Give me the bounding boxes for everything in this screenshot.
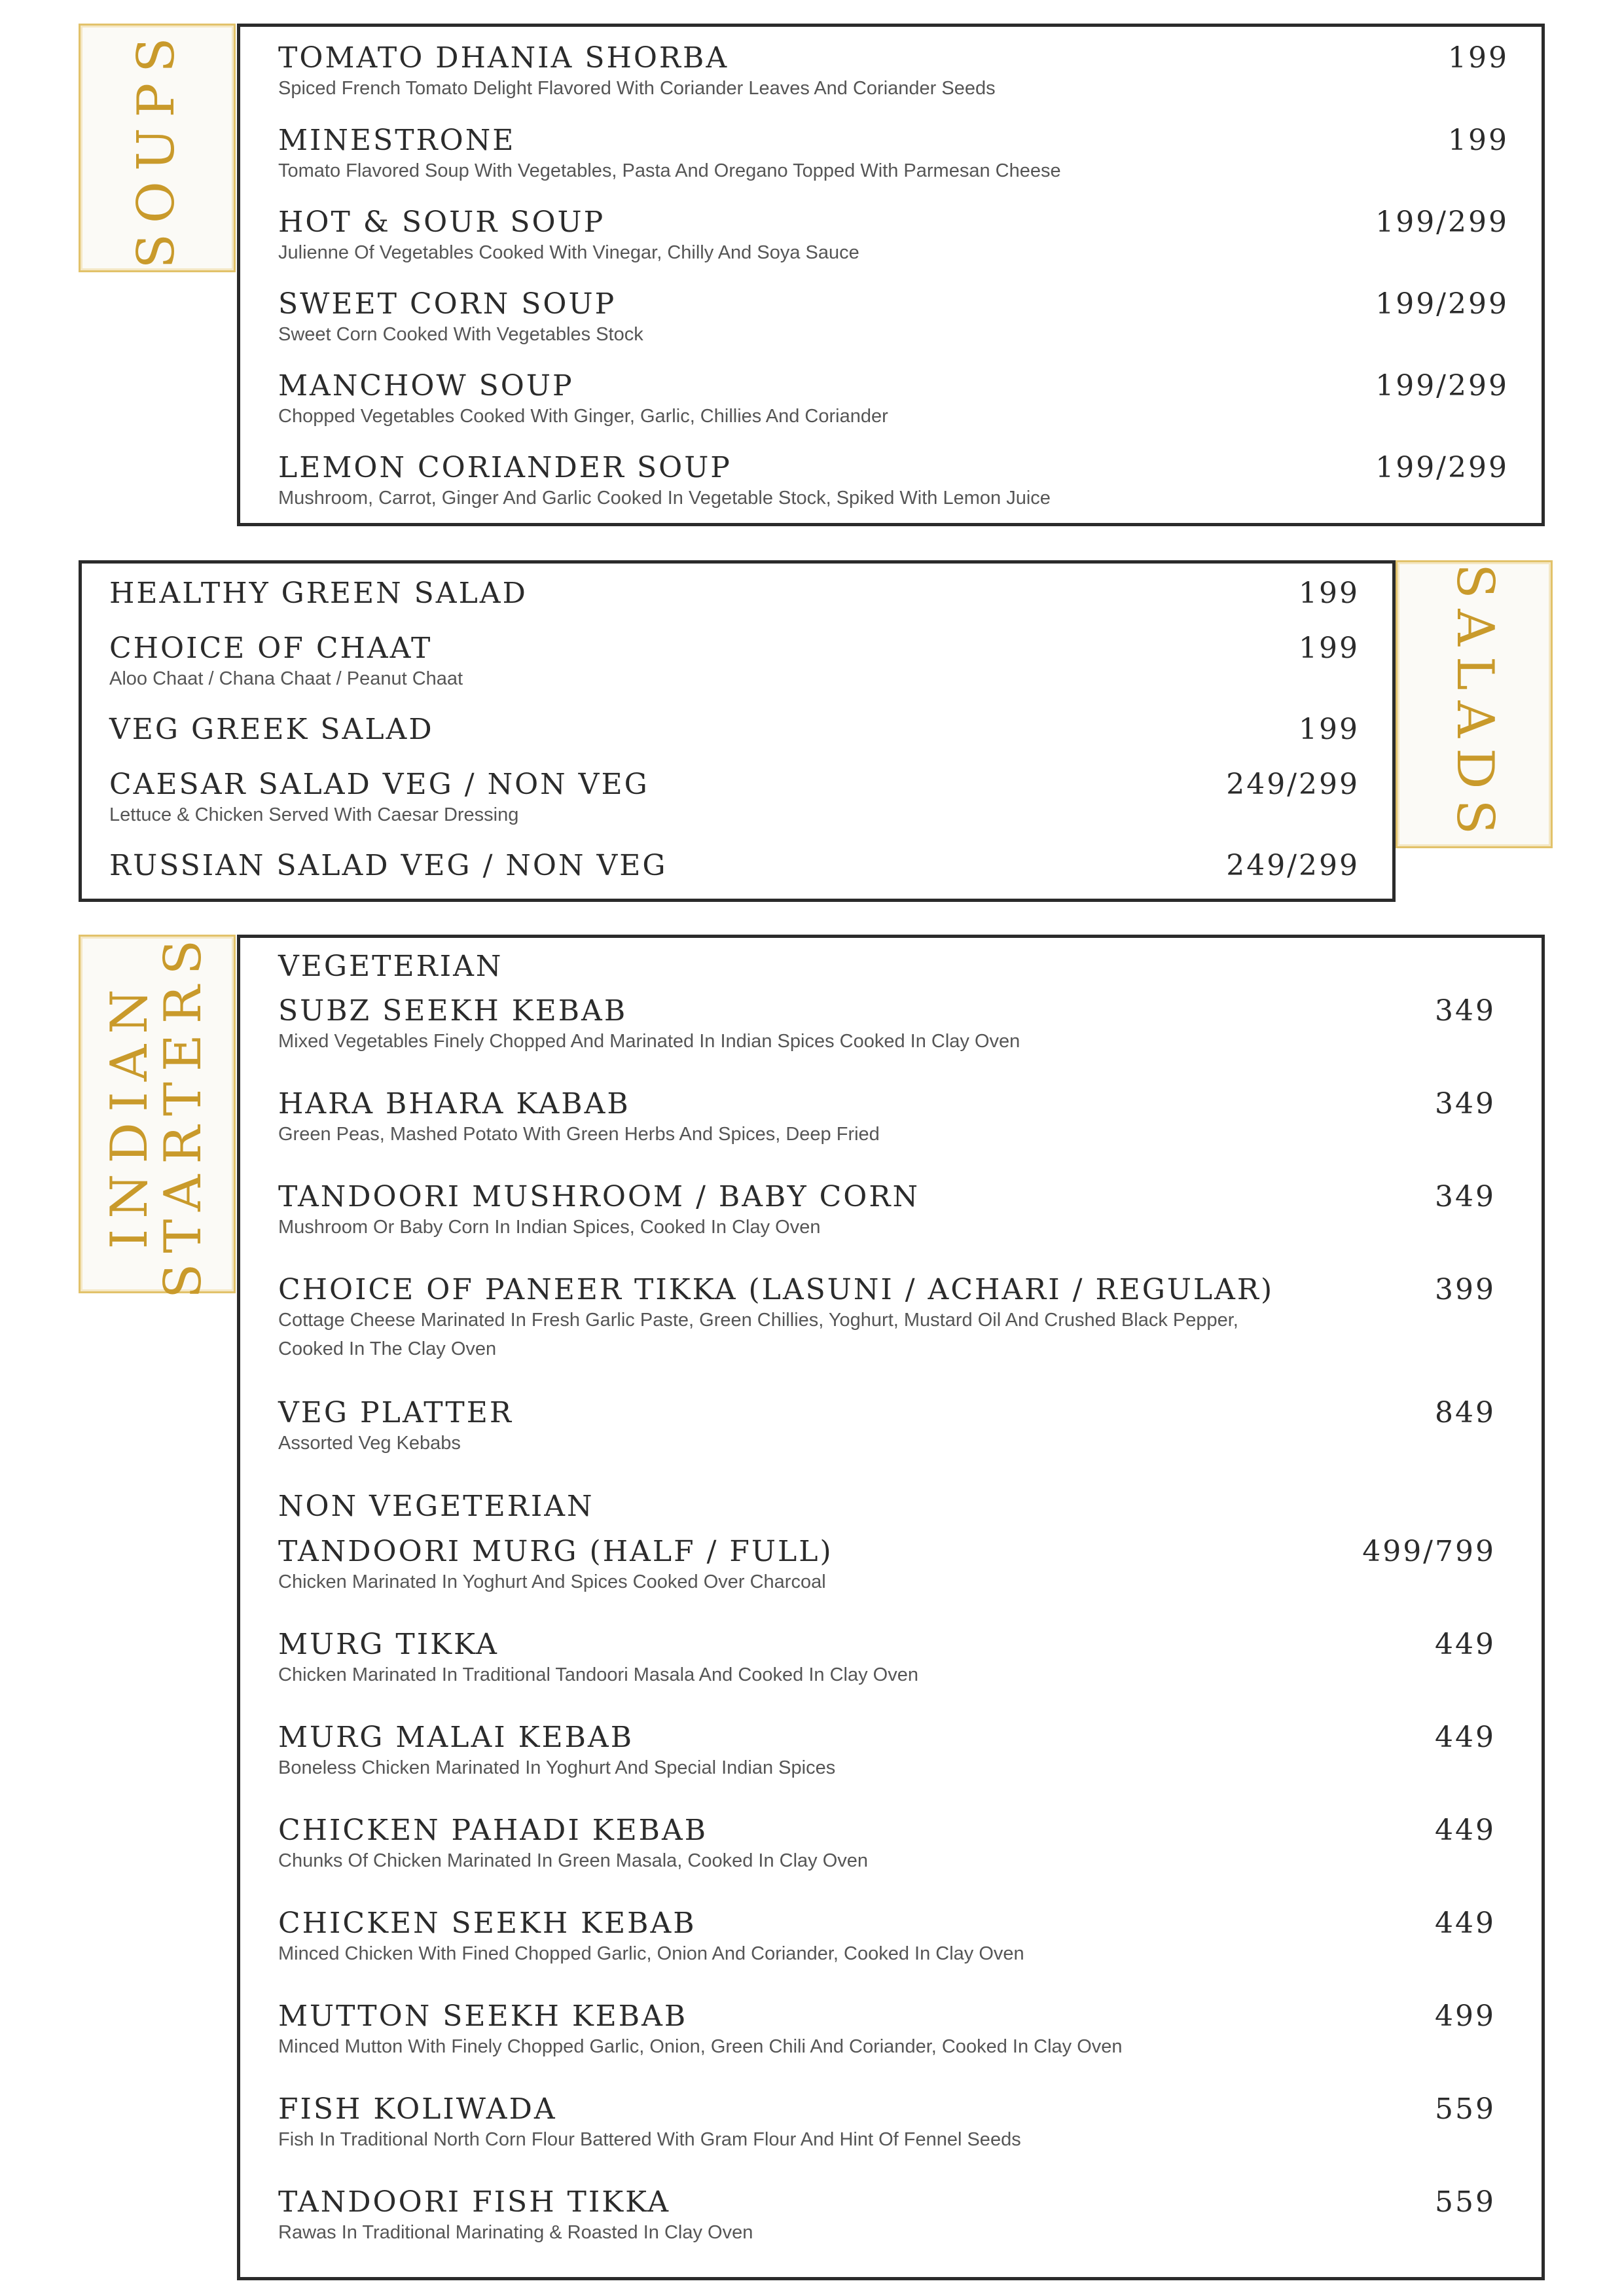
item-price: 449 xyxy=(1435,1814,1496,1847)
menu-item xyxy=(278,1273,1496,1359)
starters-section xyxy=(237,935,1545,2280)
item-description: Lettuce & Chicken Served With Caesar Dressing xyxy=(109,804,519,825)
item-price: 349 xyxy=(1435,1087,1496,1121)
item-name: CHICKEN PAHADI KEBAB xyxy=(278,1814,708,1847)
menu-item xyxy=(109,632,1360,689)
item-name: FISH KOLIWADA xyxy=(278,2092,557,2126)
item-description: Assorted Veg Kebabs xyxy=(278,1433,461,1454)
item-price: 199/299 xyxy=(1375,287,1509,321)
menu-item xyxy=(109,713,1360,752)
item-description: Spiced French Tomato Delight Flavored With Coriander Leaves And Coriander Seeds xyxy=(278,78,996,99)
item-description: Chopped Vegetables Cooked With Ginger, Garlic, Chillies And Coriander xyxy=(278,406,888,427)
item-name: SUBZ SEEKH KEBAB xyxy=(278,994,628,1028)
starters-tab-label xyxy=(100,929,213,1299)
item-description: Minced Chicken With Fined Chopped Garlic, Onion And Coriander, Cooked In Clay Oven xyxy=(278,1943,1024,1964)
item-price: 249/299 xyxy=(1226,849,1360,882)
salads-tab-label: SALADS xyxy=(1445,564,1504,845)
item-name: TOMATO DHANIA SHORBA xyxy=(278,41,729,75)
salads-tab xyxy=(1396,560,1553,848)
soups-tab xyxy=(79,24,236,272)
item-description: Rawas In Traditional Marinating & Roasted In Clay Oven xyxy=(278,2222,753,2243)
menu-item xyxy=(278,206,1509,263)
menu-item xyxy=(109,768,1360,825)
menu-item xyxy=(278,2185,1496,2243)
menu-item xyxy=(278,369,1509,427)
starters-tab xyxy=(79,929,236,1299)
soups-tab-label: SOUPS xyxy=(127,27,187,269)
item-name: TANDOORI MURG (HALF / FULL) xyxy=(278,1535,833,1568)
menu-item xyxy=(278,1396,1496,1454)
item-description: Cottage Cheese Marinated In Fresh Garlic Paste, Green Chillies, Yoghurt, Mustard Oil And Crushed Black Pepper, xyxy=(278,1310,1238,1331)
item-name: TANDOORI MUSHROOM / BABY CORN xyxy=(278,1180,920,1213)
nonveg-heading: NON VEGETERIAN xyxy=(278,1490,594,1523)
item-price: 199/299 xyxy=(1375,451,1509,484)
item-description: Green Peas, Mashed Potato With Green Herbs And Spices, Deep Fried xyxy=(278,1124,880,1145)
menu-item xyxy=(278,2092,1496,2150)
veg-heading: VEGETERIAN xyxy=(278,950,503,983)
menu-item xyxy=(109,849,1360,888)
item-description: Mushroom Or Baby Corn In Indian Spices, Cooked In Clay Oven xyxy=(278,1217,821,1238)
item-description: Mushroom, Carrot, Ginger And Garlic Cooked In Vegetable Stock, Spiked With Lemon Juice xyxy=(278,488,1051,509)
menu-item xyxy=(278,1721,1496,1778)
menu-item xyxy=(278,1628,1496,1685)
item-description: Aloo Chaat / Chana Chaat / Peanut Chaat xyxy=(109,668,463,689)
item-name: MURG TIKKA xyxy=(278,1628,499,1661)
item-description: Chicken Marinated In Yoghurt And Spices Cooked Over Charcoal xyxy=(278,1571,826,1592)
menu-item xyxy=(278,1814,1496,1871)
item-name: CHOICE OF CHAAT xyxy=(109,632,433,665)
item-price: 849 xyxy=(1435,1396,1496,1429)
item-name: VEG PLATTER xyxy=(278,1396,513,1429)
item-price: 199 xyxy=(1448,124,1509,157)
item-price: 399 xyxy=(1435,1273,1496,1306)
item-description: Minced Mutton With Finely Chopped Garlic, Onion, Green Chili And Coriander, Cooked In Clay Oven xyxy=(278,2036,1123,2057)
menu-item xyxy=(278,41,1509,99)
menu-item xyxy=(278,994,1496,1052)
item-price: 199 xyxy=(1448,41,1509,75)
menu-item xyxy=(278,451,1509,509)
item-name: MUTTON SEEKH KEBAB xyxy=(278,2000,688,2033)
item-name: SWEET CORN SOUP xyxy=(278,287,617,321)
item-price: 199 xyxy=(1299,632,1360,665)
item-name: MANCHOW SOUP xyxy=(278,369,574,403)
item-description-line2: Cooked In The Clay Oven xyxy=(278,1338,497,1359)
item-price: 499/799 xyxy=(1362,1535,1496,1568)
item-price: 199/299 xyxy=(1375,206,1509,239)
starters-tab-line2: STARTERS xyxy=(154,929,213,1299)
item-name: TANDOORI FISH TIKKA xyxy=(278,2185,671,2219)
item-name: HARA BHARA KABAB xyxy=(278,1087,630,1121)
item-price: 199 xyxy=(1299,713,1360,746)
item-name: CHOICE OF PANEER TIKKA (LASUNI / ACHARI / REGULAR) xyxy=(278,1273,1274,1306)
item-name: RUSSIAN SALAD VEG / NON VEG xyxy=(109,849,668,882)
menu-item xyxy=(278,1535,1496,1592)
item-price: 499 xyxy=(1435,2000,1496,2033)
item-description: Chicken Marinated In Traditional Tandoori Masala And Cooked In Clay Oven xyxy=(278,1664,918,1685)
item-price: 349 xyxy=(1435,1180,1496,1213)
item-name: MURG MALAI KEBAB xyxy=(278,1721,634,1754)
item-name: MINESTRONE xyxy=(278,124,516,157)
item-description: Tomato Flavored Soup With Vegetables, Pasta And Oregano Topped With Parmesan Cheese xyxy=(278,160,1061,181)
salads-section xyxy=(79,560,1396,902)
item-name: CHICKEN SEEKH KEBAB xyxy=(278,1907,696,1940)
item-description: Fish In Traditional North Corn Flour Battered With Gram Flour And Hint Of Fennel Seeds xyxy=(278,2129,1021,2150)
item-price: 449 xyxy=(1435,1628,1496,1661)
item-price: 249/299 xyxy=(1226,768,1360,801)
item-description: Sweet Corn Cooked With Vegetables Stock xyxy=(278,324,643,345)
menu-item xyxy=(278,2000,1496,2057)
item-price: 559 xyxy=(1435,2185,1496,2219)
item-description: Mixed Vegetables Finely Chopped And Marinated In Indian Spices Cooked In Clay Oven xyxy=(278,1031,1020,1052)
menu-item xyxy=(278,124,1509,181)
item-description: Julienne Of Vegetables Cooked With Vinegar, Chilly And Soya Sauce xyxy=(278,242,859,263)
item-name: VEG GREEK SALAD xyxy=(109,713,434,746)
menu-item xyxy=(109,577,1360,616)
item-price: 559 xyxy=(1435,2092,1496,2126)
item-name: HOT & SOUR SOUP xyxy=(278,206,605,239)
item-price: 449 xyxy=(1435,1907,1496,1940)
item-description: Boneless Chicken Marinated In Yoghurt And Special Indian Spices xyxy=(278,1757,836,1778)
item-price: 199 xyxy=(1299,577,1360,610)
item-name: HEALTHY GREEN SALAD xyxy=(109,577,528,610)
item-price: 349 xyxy=(1435,994,1496,1028)
soups-section xyxy=(237,24,1545,526)
menu-item xyxy=(278,287,1509,345)
item-price: 199/299 xyxy=(1375,369,1509,403)
menu-item xyxy=(278,1087,1496,1145)
item-price: 449 xyxy=(1435,1721,1496,1754)
starters-tab-line1: INDIAN xyxy=(100,978,160,1249)
item-name: CAESAR SALAD VEG / NON VEG xyxy=(109,768,649,801)
item-name: LEMON CORIANDER SOUP xyxy=(278,451,732,484)
item-description: Chunks Of Chicken Marinated In Green Masala, Cooked In Clay Oven xyxy=(278,1850,869,1871)
menu-item xyxy=(278,1180,1496,1238)
menu-item xyxy=(278,1907,1496,1964)
